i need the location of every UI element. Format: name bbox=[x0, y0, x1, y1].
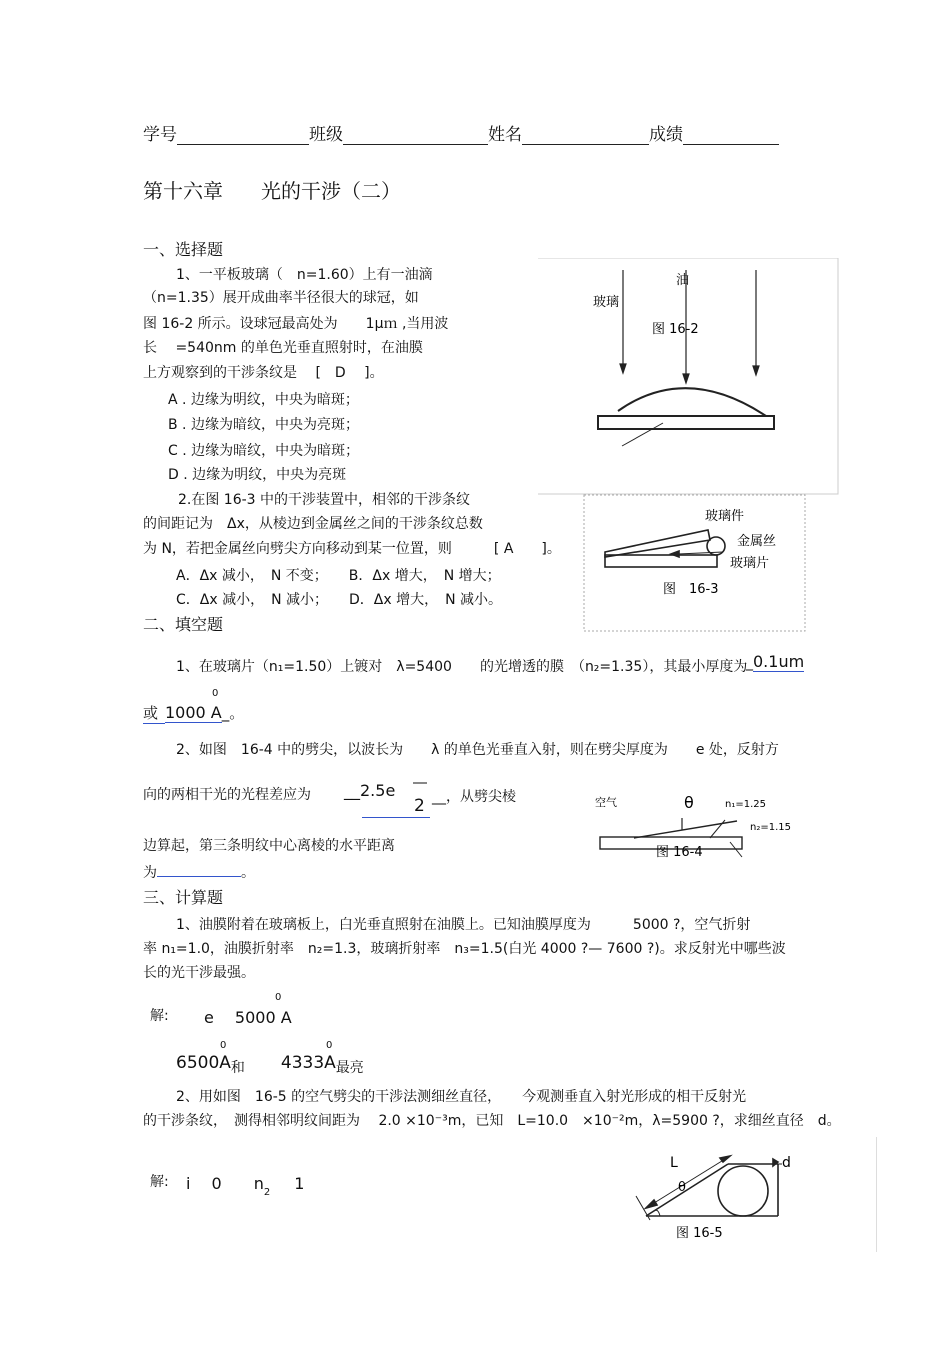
chapter-number: 第十六章 bbox=[143, 179, 223, 203]
student-info-row bbox=[143, 120, 779, 145]
calc-q2-solution bbox=[186, 1171, 305, 1198]
figure-16-3 bbox=[583, 494, 807, 634]
score-field[interactable] bbox=[683, 126, 779, 145]
fill-q1-end: 。 bbox=[229, 704, 245, 722]
q1-line: 长 =540nm 的单色光垂直照射时，在油膜 bbox=[143, 340, 423, 356]
calc-q2-solution-end: 1 bbox=[294, 1174, 305, 1193]
fill-q2-line4-end: 。 bbox=[241, 865, 255, 881]
chapter-name: 光的干涉（二） bbox=[261, 179, 401, 203]
calc-q1-result-b: 4333A bbox=[280, 1053, 336, 1073]
fill-q2-answer-value: 2.5e bbox=[360, 781, 396, 800]
q1-option-c: C . 边缘为暗纹，中央为暗斑； bbox=[168, 443, 360, 459]
class-field[interactable] bbox=[343, 126, 488, 145]
fig165-theta: θ bbox=[678, 1180, 686, 1195]
fill-q2-frac-bottom: 2 bbox=[414, 796, 425, 816]
score-label: 成绩 bbox=[649, 125, 683, 145]
calc-q1-e: e 5000 A bbox=[204, 1008, 292, 1027]
calc-q2-line2: 的干涉条纹， 测得相邻明纹间距为 2.0 ×10⁻³m，已知 L=10.0 ×10⁻²m，λ=5900 ?，求细丝直径 d。 bbox=[143, 1113, 841, 1129]
fill-q2-tail: __，从劈尖棱 bbox=[432, 789, 516, 805]
fill-q2-answer-blank[interactable] bbox=[157, 860, 241, 877]
q2-options-row2: C．Δx 减小， N 减小； D．Δx 增大， N 减小。 bbox=[176, 592, 503, 608]
q2-line: 2.在图 16-3 中的干涉装置中，相邻的干涉条纹 bbox=[178, 492, 471, 508]
student-id-field[interactable] bbox=[177, 126, 309, 145]
calc-q1-zero-mark: 0 bbox=[275, 992, 282, 1003]
calc-q1-line: 1、油膜附着在玻璃板上，白光垂直照射在油膜上。已知油膜厚度为 5000 ?，空气折射 bbox=[176, 917, 751, 933]
fig162-glass-label: 玻璃 bbox=[593, 295, 620, 310]
calc-q1-solution-label: 解: bbox=[150, 1008, 169, 1024]
fig164-air-label: 空气 bbox=[595, 796, 617, 809]
angstrom-zero-mark: 0 bbox=[212, 688, 219, 699]
fill-q1-text: 1、在玻璃片（n₁=1.50）上镀对 λ=5400 的光增透的膜 （n₂=1.35），其最小厚度为 bbox=[176, 659, 748, 675]
fig164-n1: n₁=1.25 bbox=[725, 799, 766, 810]
q2-options-row1: A．Δx 减小， N 不变； B．Δx 增大， N 增大； bbox=[176, 568, 501, 584]
fill-q2-line2-end: ，从劈尖棱 bbox=[446, 789, 516, 805]
student-id-label: 学号 bbox=[143, 125, 177, 145]
q1-option-b: B . 边缘为暗纹，中央为亮斑； bbox=[168, 417, 359, 433]
figure-16-5 bbox=[630, 1148, 810, 1246]
fill-q1-answer2-row: 或 1000 A_。 bbox=[143, 703, 245, 722]
fig162-oil-label: 油 bbox=[676, 273, 690, 288]
figure-16-4 bbox=[590, 790, 800, 865]
q1-line: 1、一平板玻璃（ n=1.60）上有一油滴 bbox=[176, 267, 433, 283]
name-field[interactable] bbox=[522, 126, 649, 145]
fig165-L-label: L bbox=[670, 1155, 678, 1171]
fill-q2-answer: __2.5e bbox=[344, 781, 396, 800]
fill-q2-line2: 向的两相干光的光程差应为 bbox=[143, 787, 311, 803]
fill-q1-answer1-row: _0.1um bbox=[746, 652, 805, 671]
fig165-d-label: d bbox=[782, 1155, 791, 1171]
calc-q1-line: 长的光干涉最强。 bbox=[143, 965, 255, 981]
calc-q1-line: 率 n₁=1.0，油膜折射率 n₂=1.3，玻璃折射率 n₃=1.5(白光 4000 ?— 7600 ?)。求反射光中哪些波 bbox=[143, 941, 786, 957]
calc-q1-result-and: 和 bbox=[230, 1060, 245, 1076]
fig164-n2: n₂=1.15 bbox=[750, 822, 791, 833]
calc-q2-solution-label: 解: bbox=[150, 1174, 169, 1190]
q1-line: 上方观察到的干涉条纹是 [ D ]。 bbox=[143, 365, 384, 381]
calc-q1-zero-mark: 0 bbox=[326, 1040, 333, 1051]
fig162-caption: 图 16-2 bbox=[652, 322, 699, 337]
fill-q1-answer2: 1000 A bbox=[165, 703, 222, 722]
calc-q2-solution-sub: 2 bbox=[263, 1187, 271, 1198]
fill-q2-line4: 为 bbox=[143, 865, 157, 881]
name-label: 姓名 bbox=[488, 125, 522, 145]
fig163-glass-piece-label: 玻璃件 bbox=[705, 509, 745, 524]
fig164-caption: 图 16-4 bbox=[656, 845, 703, 860]
fig163-wire-label: 金属丝 bbox=[737, 534, 777, 549]
q2-line: 为 N，若把金属丝向劈尖方向移动到某一位置，则 [ A ]。 bbox=[143, 541, 561, 557]
fill-q2-line3: 边算起，第三条明纹中心离棱的水平距离 bbox=[143, 838, 395, 854]
calc-q2-line1: 2、用如图 16-5 的空气劈尖的干涉法测细丝直径， 今观测垂直入射光形成的相干反射光 bbox=[176, 1089, 747, 1105]
fill-q2-frac-top: ― bbox=[413, 775, 427, 791]
fig163-caption: 图 16-3 bbox=[663, 582, 719, 597]
fill-q2-line4-row bbox=[143, 860, 255, 882]
q1-option-a: A . 边缘为明纹，中央为暗斑； bbox=[168, 392, 359, 408]
calc-q2-solution-text: i 0 n bbox=[186, 1174, 264, 1193]
fill-q2-answer-underline bbox=[362, 817, 430, 818]
fill-q2-line1: 2、如图 16-4 中的劈尖，以波长为 λ 的单色光垂直入射，则在劈尖厚度为 e 处，反射方 bbox=[176, 742, 779, 758]
q2-line: 的间距记为 Δx，从棱边到金属丝之间的干涉条纹总数 bbox=[143, 516, 483, 532]
class-label: 班级 bbox=[309, 125, 343, 145]
figure-16-2 bbox=[538, 258, 840, 496]
q1-line: 图 16-2 所示。设球冠最高处为 1μｍ ,当用波 bbox=[143, 316, 449, 332]
margin-divider bbox=[876, 1137, 877, 1252]
fig164-theta: θ bbox=[684, 793, 694, 812]
calc-q1-result-a: 6500A bbox=[176, 1053, 231, 1073]
section3-heading: 三、计算题 bbox=[143, 888, 224, 907]
q1-option-d: D . 边缘为明纹，中央为亮斑 bbox=[168, 467, 347, 483]
calc-q1-zero-mark: 0 bbox=[220, 1040, 227, 1051]
fig165-caption: 图 16-5 bbox=[676, 1226, 723, 1241]
section2-heading: 二、填空题 bbox=[143, 615, 224, 634]
calc-q1-result bbox=[176, 1053, 364, 1076]
calc-q1-result-end: 最亮 bbox=[335, 1060, 364, 1076]
q1-line: （n=1.35）展开成曲率半径很大的球冠，如 bbox=[143, 290, 419, 306]
chapter-title bbox=[143, 175, 401, 204]
fig163-glass-plate-label: 玻璃片 bbox=[730, 556, 770, 571]
fill-q1-or: 或 bbox=[143, 702, 165, 724]
fill-q1-answer1: 0.1um bbox=[753, 652, 805, 671]
section1-heading: 一、选择题 bbox=[143, 240, 224, 259]
